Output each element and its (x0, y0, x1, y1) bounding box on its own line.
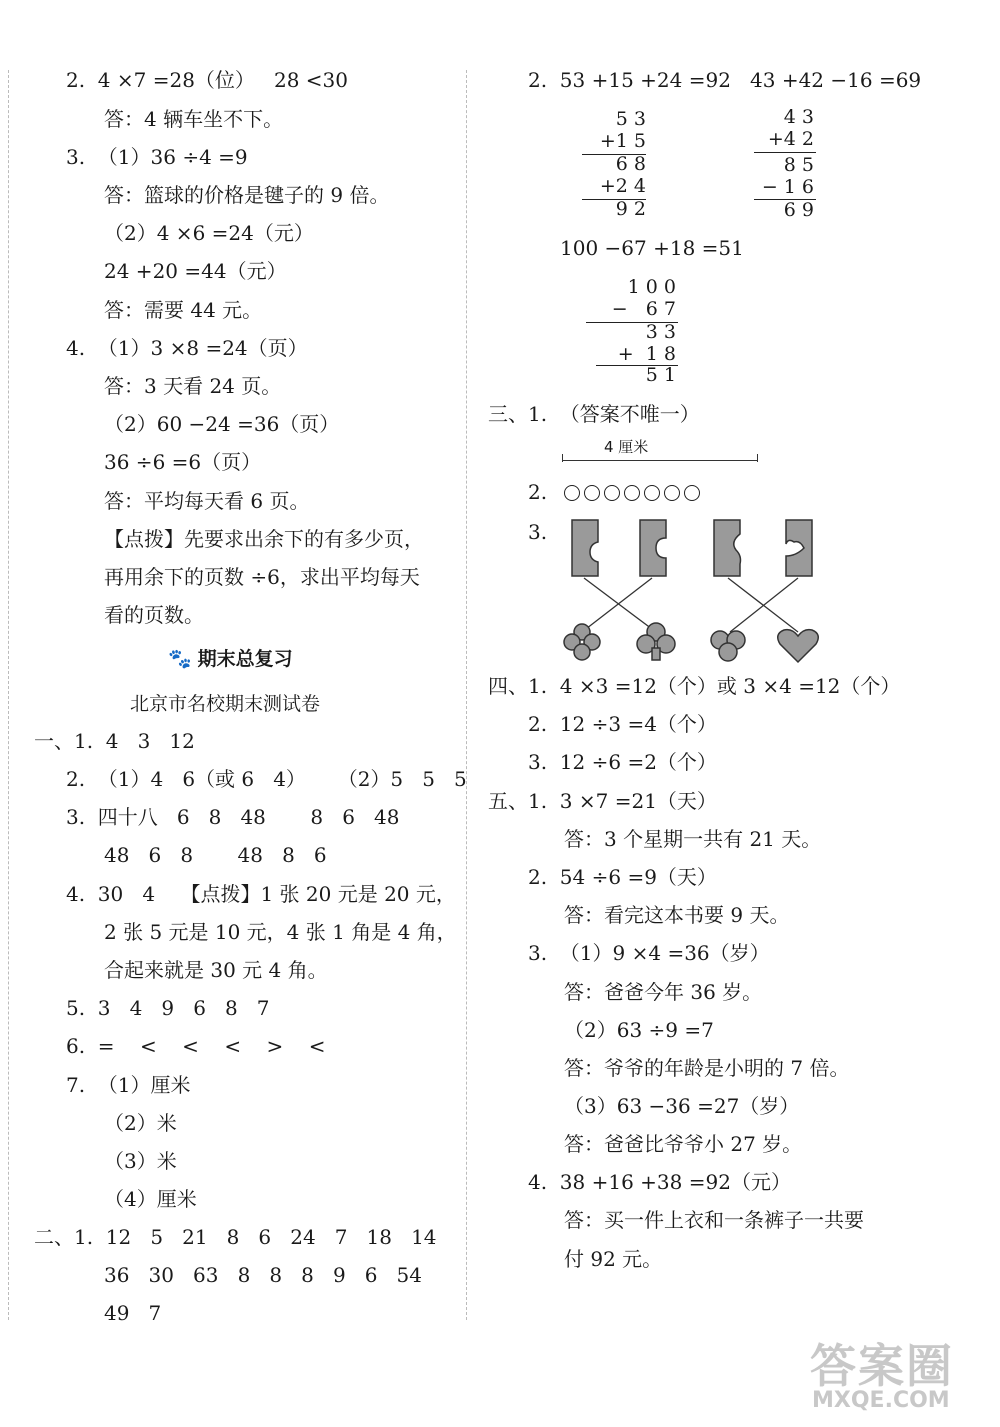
matching-diagram (560, 512, 830, 672)
answer-line: 4. （1）3 ×8 =24（页） (66, 336, 308, 360)
answer-line: 2. （1）4 6（或 6 4） （2）5 5 5 (66, 767, 467, 791)
answer-line: 答：看完这本书要 9 天。 (564, 903, 790, 927)
club-shape (637, 623, 675, 660)
answer-line: 四、1. 4 ×3 =12（个）或 3 ×4 =12（个） (488, 674, 901, 698)
answer-line: 一、1. 4 3 12 (34, 729, 195, 753)
answer-line: 答：4 辆车坐不下。 (104, 107, 284, 131)
answer-line: 24 +20 =44（元） (104, 259, 287, 283)
answer-line: （4）厘米 (104, 1187, 197, 1211)
hint-line: 再用余下的页数 ÷6，求出平均每天 (104, 565, 420, 589)
answer-line: 48 6 8 48 8 6 (104, 843, 327, 867)
answer-line: 2. 54 ÷6 =9（天） (528, 865, 717, 889)
answer-line: 36 30 63 8 8 8 9 6 54 (104, 1263, 422, 1287)
answer-line: （2）4 ×6 =24（元） (104, 221, 314, 245)
watermark-url: MXQE.COM (812, 1388, 950, 1413)
answer-line: 4. 38 +16 +38 =92（元） (528, 1170, 791, 1194)
answer-line: （3）63 −36 =27（岁） (564, 1094, 800, 1118)
circle-icon (624, 485, 640, 501)
answer-line: 5. 3 4 9 6 8 7 (66, 996, 270, 1020)
column-divider (466, 70, 467, 1320)
circle-icon (584, 485, 600, 501)
half-leaf-shape (714, 520, 741, 576)
answer-line: 2. 4 ×7 =28（位） 28 <30 (66, 68, 349, 92)
answer-line: 答：爸爸今年 36 岁。 (564, 980, 763, 1004)
answer-line: 3. (528, 520, 548, 544)
answer-line: 答：爸爸比爷爷小 27 岁。 (564, 1132, 803, 1156)
exam-title: 北京市名校期末测试卷 (130, 693, 321, 715)
answer-line: 答：3 个星期一共有 21 天。 (564, 827, 822, 851)
heart-shape (778, 630, 819, 662)
answer-line: 7. （1）厘米 (66, 1073, 191, 1097)
answer-line: 2. (528, 480, 548, 504)
answer-line: 付 92 元。 (564, 1247, 663, 1271)
circle-icon (664, 485, 680, 501)
answer-line: 三、1. （答案不唯一） (488, 402, 700, 426)
half-flower-shape (572, 520, 598, 576)
answer-line: 答：篮球的价格是毽子的 9 倍。 (104, 183, 390, 207)
margin-line (8, 70, 9, 1320)
answer-line: 答：买一件上衣和一条裤子一共要 (564, 1208, 864, 1232)
answer-line: 五、1. 3 ×7 =21（天） (488, 789, 717, 813)
answer-line: 答：需要 44 元。 (104, 298, 263, 322)
answer-line: 2. 12 ÷3 =4（个） (528, 712, 717, 736)
watermark-logo: 答案圈 (810, 1339, 954, 1393)
circles-row (564, 482, 704, 501)
circle-icon (644, 485, 660, 501)
answer-line: 3. 四十八 6 8 48 8 6 48 (66, 805, 400, 829)
circle-icon (684, 485, 700, 501)
answer-line: 合起来就是 30 元 4 角。 (104, 958, 328, 982)
hint-line: 【点拨】先要求出余下的有多少页， (104, 527, 424, 551)
answer-line: （2）63 ÷9 =7 (564, 1018, 714, 1042)
answer-line: 3. （1）9 ×4 =36（岁） (528, 941, 770, 965)
answer-line: 答：3 天看 24 页。 (104, 374, 282, 398)
answer-line: 答：平均每天看 6 页。 (104, 489, 310, 513)
half-heart-shape (786, 520, 812, 576)
answer-line: 100 −67 +18 =51 (560, 236, 744, 260)
answer-line: 36 ÷6 =6（页） (104, 450, 262, 474)
flower-shape (564, 624, 600, 660)
answer-line: 2 张 5 元是 10 元，4 张 1 角是 4 角， (104, 920, 457, 944)
answer-line: 3. 12 ÷6 =2（个） (528, 750, 717, 774)
answer-line: （3）米 (104, 1149, 177, 1173)
answer-line: 49 7 (104, 1301, 162, 1325)
circle-icon (604, 485, 620, 501)
hint-line: 看的页数。 (104, 603, 204, 627)
circle-icon (564, 485, 580, 501)
answer-line: 3. （1）36 ÷4 =9 (66, 145, 248, 169)
answer-line: （2）米 (104, 1111, 177, 1135)
answer-line: 2. 53 +15 +24 =92 43 +42 −16 =69 (528, 68, 922, 92)
answer-line: 4. 30 4 【点拨】1 张 20 元是 20 元， (66, 882, 456, 906)
answer-line: （2）60 −24 =36（页） (104, 412, 340, 436)
clover-shape (711, 631, 745, 661)
paw-icon: 🐾 (168, 648, 192, 670)
answer-line: 二、1. 12 5 21 8 6 24 7 18 14 (34, 1225, 437, 1249)
half-club-shape (640, 520, 666, 576)
section-title: 🐾 期末总复习 (168, 648, 293, 670)
answer-line: 6. = < < < > < (66, 1034, 326, 1058)
answer-line: 答：爷爷的年龄是小明的 7 倍。 (564, 1056, 850, 1080)
